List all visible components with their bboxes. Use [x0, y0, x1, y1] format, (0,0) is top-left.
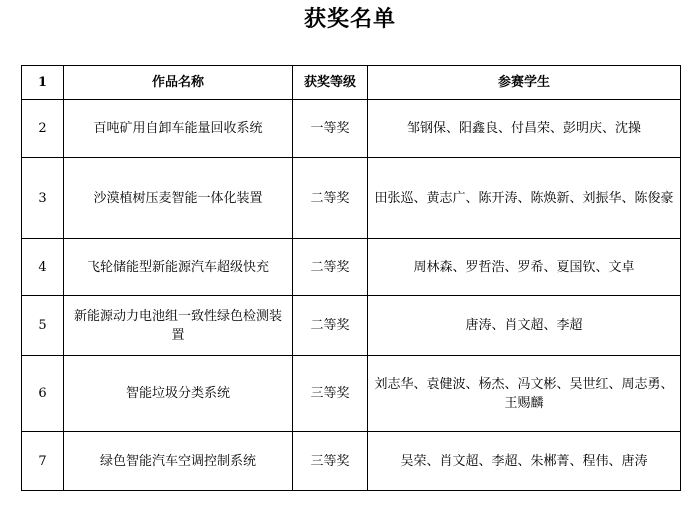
header-number: 1 [22, 66, 64, 100]
row-number: 3 [22, 158, 64, 239]
row-number: 6 [22, 356, 64, 432]
awards-table [21, 65, 681, 491]
work-name: 飞轮储能型新能源汽车超级快充 [64, 239, 293, 296]
row-number: 4 [22, 239, 64, 296]
table-header-row [22, 66, 681, 100]
students: 唐涛、肖文超、李超 [368, 296, 681, 356]
award-level: 一等奖 [293, 100, 368, 158]
award-level: 二等奖 [293, 158, 368, 239]
row-number: 2 [22, 100, 64, 158]
students: 吴荣、肖文超、李超、朱郴菁、程伟、唐涛 [368, 432, 681, 491]
award-level: 二等奖 [293, 296, 368, 356]
table-row [22, 296, 681, 356]
table-row [22, 158, 681, 239]
table-row [22, 100, 681, 158]
students: 邹钢保、阳鑫良、付昌荣、彭明庆、沈操 [368, 100, 681, 158]
table-row [22, 432, 681, 491]
table-row [22, 356, 681, 432]
row-number: 7 [22, 432, 64, 491]
row-number: 5 [22, 296, 64, 356]
work-name: 智能垃圾分类系统 [64, 356, 293, 432]
award-level: 三等奖 [293, 432, 368, 491]
header-students: 参赛学生 [368, 66, 681, 100]
work-name: 绿色智能汽车空调控制系统 [64, 432, 293, 491]
work-name: 沙漠植树压麦智能一体化装置 [64, 158, 293, 239]
students: 田张巡、黄志广、陈开涛、陈焕新、刘振华、陈俊豪 [368, 158, 681, 239]
page-title: 获奖名单 [303, 7, 396, 32]
award-level: 三等奖 [293, 356, 368, 432]
header-award-level: 获奖等级 [293, 66, 368, 100]
work-name: 百吨矿用自卸车能量回收系统 [64, 100, 293, 158]
award-level: 二等奖 [293, 239, 368, 296]
students: 刘志华、袁健波、杨杰、冯文彬、吴世红、周志勇、王赐麟 [368, 356, 681, 432]
table-row [22, 239, 681, 296]
work-name: 新能源动力电池组一致性绿色检测装置 [64, 296, 293, 356]
students: 周林森、罗哲浩、罗希、夏国钦、文卓 [368, 239, 681, 296]
header-work-name: 作品名称 [64, 66, 293, 100]
